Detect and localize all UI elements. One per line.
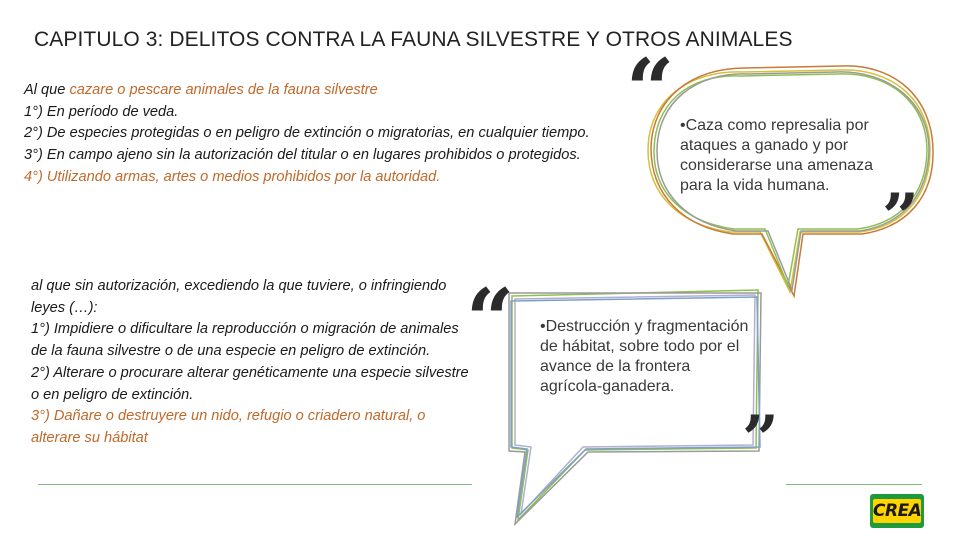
block1-line1-accent: cazare o pescare animales de la fauna silvestre (69, 82, 378, 98)
close-quote-2: ” (742, 402, 779, 477)
crea-logo-text: CREA (873, 501, 922, 521)
block2-line1: al que sin autorización, excediendo la que tuviere, o infringiendo leyes (…): (31, 278, 447, 316)
block2-line4: 3°) Dañare o destruyere un nido, refugio o criadero natural, o alterare su hábitat (31, 408, 426, 446)
open-quote-2: “ (466, 270, 515, 369)
block1-line2: 1°) En período de veda. (24, 103, 179, 120)
bubble-2-text: •Destrucción y fragmentación de hábitat, sobre todo por el avance de la frontera agrícola-ganadera. (540, 318, 749, 395)
block1-line3: 2°) De especies protegidas o en peligro de extinción o migratorias, en cualquier tiempo. (24, 125, 590, 142)
page-title: CAPITULO 3: DELITOS CONTRA LA FAUNA SILVESTRE Y OTROS ANIMALES (34, 28, 793, 51)
block2-line2: 1°) Impidiere o dificultare la reproducción o migración de animales de la fauna silvestre o de una especie en peligro de extinción. (31, 321, 459, 360)
block1-line1-prefix: Al que (24, 82, 70, 98)
close-quote-1: ” (882, 180, 919, 255)
block2-line3: 2°) Alterare o procurare alterar genéticamente una especie silvestre o en peligro de extinción. (31, 364, 469, 403)
open-quote-1: “ (626, 40, 675, 139)
block1-line5: 4°) Utilizando armas, artes o medios prohibidos por la autoridad. (24, 168, 441, 185)
bubble-1-text: •Caza como represalia por ataques a ganado y por considerarse una amenaza para la vida humana. (680, 117, 874, 194)
block1-line4: 3°) En campo ajeno sin la autorización del titular o en lugares prohibidos o protegidos. (24, 147, 581, 164)
